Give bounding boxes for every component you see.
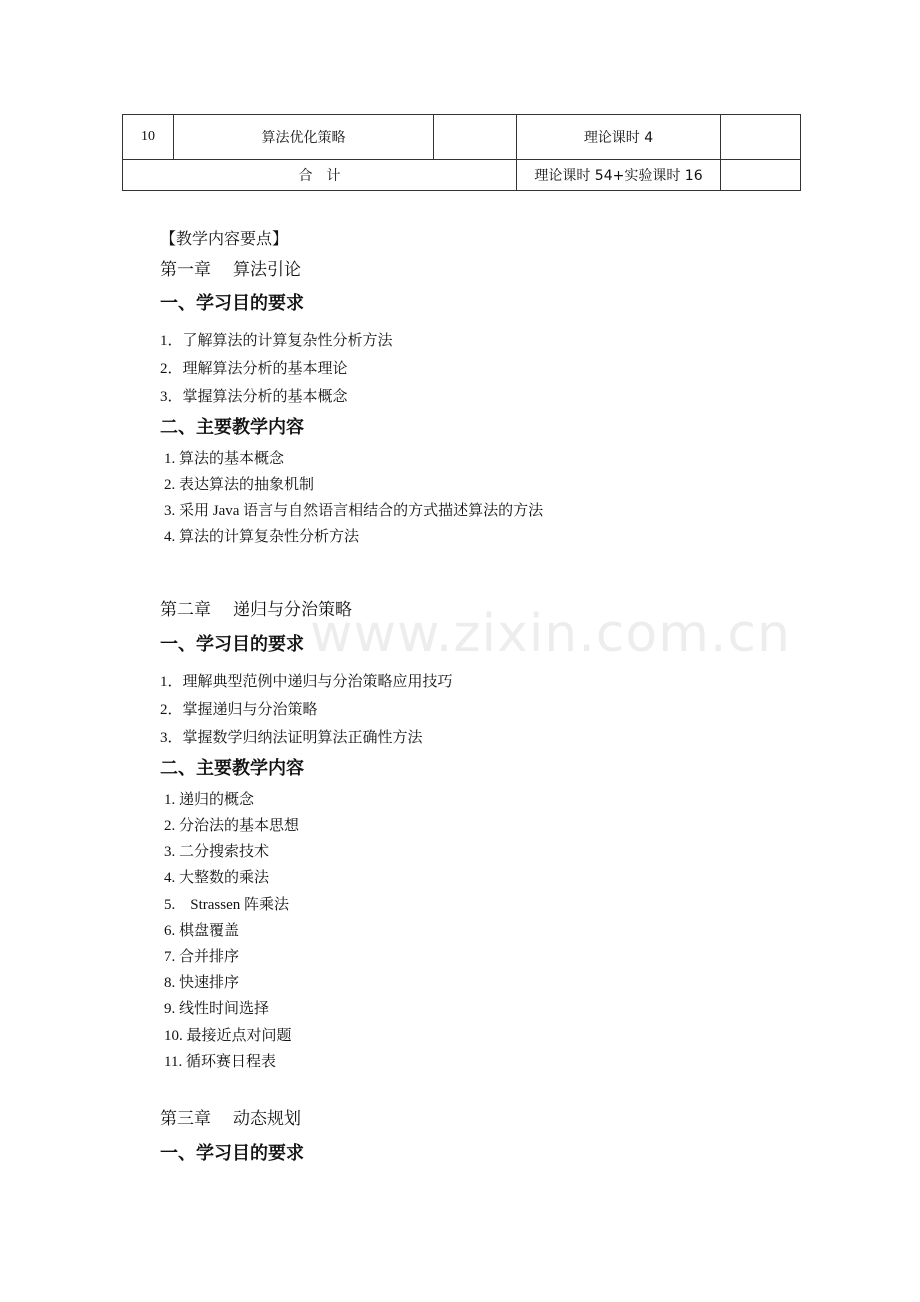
row-blank-cell [434, 115, 517, 160]
ch2-content-item: 2. 分治法的基本思想 [164, 818, 300, 834]
row-hours: 理论课时 4 [517, 115, 721, 160]
schedule-table [122, 114, 801, 191]
row-topic: 算法优化策略 [174, 115, 434, 160]
ch2-goal-item: 3．掌握数学归纳法证明算法正确性方法 [160, 730, 423, 746]
ch2-content-item: 10. 最接近点对问题 [164, 1028, 292, 1044]
ch2-content-item: 3. 二分搜索技术 [164, 844, 270, 860]
ch2-content-item: 4. 大整数的乘法 [164, 870, 270, 886]
row-number: 10 [123, 115, 174, 160]
chapter-1-title [160, 255, 301, 280]
ch1-goal-item: 2．理解算法分析的基本理论 [160, 361, 348, 377]
ch2-goal-item: 1．理解典型范例中递归与分治策略应用技巧 [160, 674, 453, 690]
ch1-goals-heading: 一、学习目的要求 [160, 293, 304, 314]
total-hours: 理论课时 54+实验课时 16 [517, 160, 721, 191]
watermark: www.zixin.com.cn [310, 604, 791, 664]
ch1-content-item: 3. 采用 Java 语言与自然语言相结合的方式描述算法的方法 [164, 503, 544, 519]
total-extra-cell [721, 160, 801, 191]
ch1-content-item: 1. 算法的基本概念 [164, 451, 285, 467]
ch1-content-item: 4. 算法的计算复杂性分析方法 [164, 529, 360, 545]
schedule-table-wrapper [122, 114, 800, 191]
row-extra-cell [721, 115, 801, 160]
ch1-content-item: 2. 表达算法的抽象机制 [164, 477, 315, 493]
table-row [123, 115, 801, 160]
chapter-2-prefix: 第二章 [160, 600, 211, 620]
ch2-content-item: 6. 棋盘覆盖 [164, 923, 240, 939]
ch1-content-heading: 二、主要教学内容 [160, 417, 304, 438]
ch2-content-item: 8. 快速排序 [164, 975, 240, 991]
ch1-goal-item: 3．掌握算法分析的基本概念 [160, 389, 348, 405]
total-label: 合 计 [123, 160, 517, 191]
chapter-3-name: 动态规划 [233, 1109, 301, 1129]
ch2-content-heading: 二、主要教学内容 [160, 758, 304, 779]
ch2-content-item: 9. 线性时间选择 [164, 1001, 270, 1017]
ch2-content-item: 1. 递归的概念 [164, 792, 255, 808]
ch2-content-item: 11. 循环赛日程表 [164, 1054, 276, 1070]
chapter-1-prefix: 第一章 [160, 260, 211, 280]
chapter-2-name: 递归与分治策略 [233, 600, 352, 620]
ch2-content-item: 7. 合并排序 [164, 949, 240, 965]
teaching-points-heading: 【教学内容要点】 [160, 229, 289, 248]
ch1-goal-item: 1．了解算法的计算复杂性分析方法 [160, 333, 393, 349]
table-total-row [123, 160, 801, 191]
chapter-3-prefix: 第三章 [160, 1109, 211, 1129]
chapter-3-title [160, 1104, 301, 1129]
ch3-goals-heading: 一、学习目的要求 [160, 1143, 304, 1164]
ch2-goal-item: 2．掌握递归与分治策略 [160, 702, 318, 718]
chapter-1-name: 算法引论 [233, 260, 301, 280]
ch2-content-item: 5. Strassen 阵乘法 [164, 897, 289, 913]
ch2-goals-heading: 一、学习目的要求 [160, 634, 304, 655]
